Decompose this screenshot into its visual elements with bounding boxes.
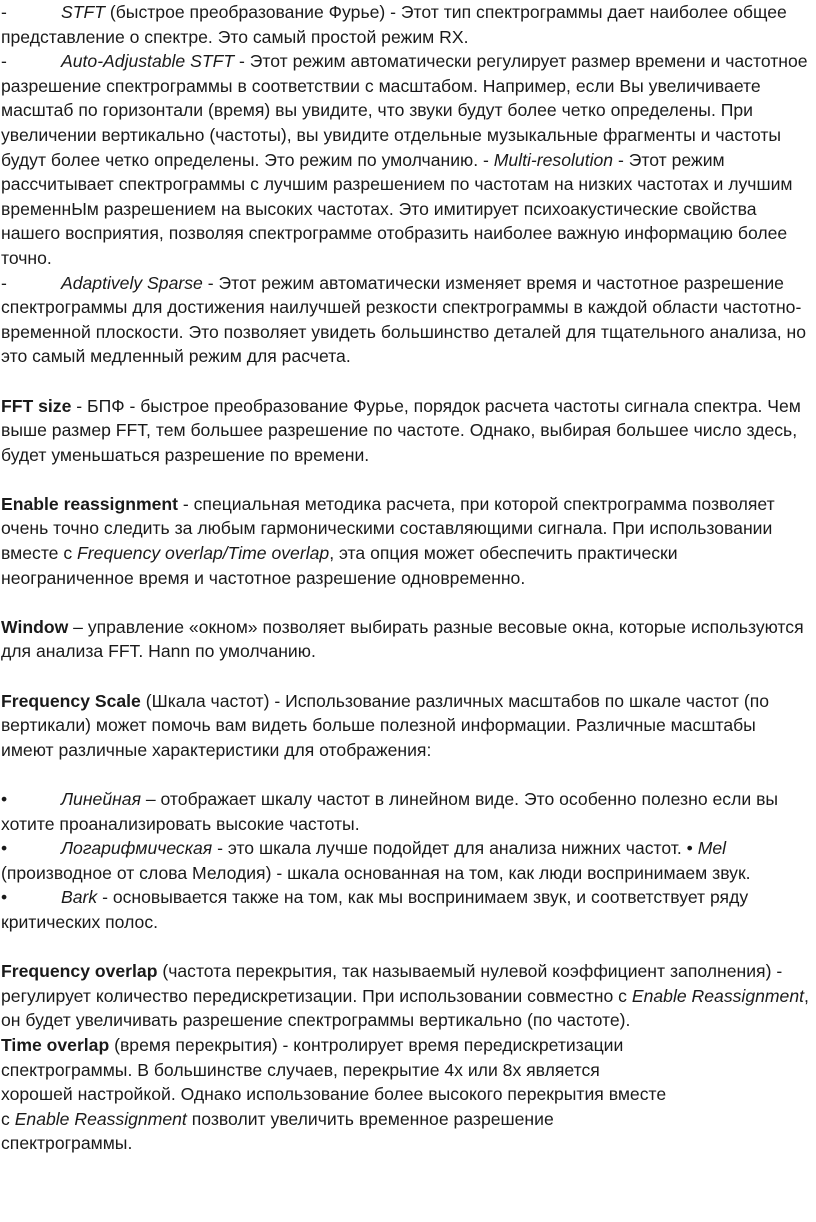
mode-name: STFT	[61, 2, 105, 22]
scale-name: Bark	[61, 887, 98, 908]
term-text: – управление «окном» позволяет выбирать разные весовые окна, которые используются для анализа FFT. Hann по умолчанию.	[1, 616, 804, 662]
term-text: позволит увеличить временное разрешение	[186, 1108, 554, 1129]
bullet-marker: •	[1, 789, 8, 809]
term-italic: Frequency overlap/Time overlap	[77, 543, 330, 564]
window-paragraph	[1, 615, 813, 664]
mode-auto	[1, 49, 813, 270]
mode-sparse	[1, 271, 813, 369]
scale-linear	[1, 787, 813, 836]
scale-name: Линейная	[61, 789, 141, 809]
term-heading: Frequency Scale	[1, 690, 141, 711]
term-text: (Шкала частот) - Использование различных масштабов по шкале частот (по вертикали) может помочь вам видеть больше полезной информации. Различные масштабы имеют различные характеристики для отображения:	[1, 690, 770, 760]
term-text: (время перекрытия) - контролирует время передискретизации	[109, 1034, 624, 1055]
scale-bark	[1, 885, 813, 934]
term-italic: Enable Reassignment	[631, 985, 805, 1006]
frequency-scale-paragraph	[1, 689, 813, 763]
mode-name: Auto-Adjustable STFT	[61, 51, 235, 72]
mode-text: - Этот режим рассчитывает спектрограммы с лучшим разрешением по частотам на низких частотах и лучшим временнЫм разрешением на высоких частотах. Это имитирует психоакустические свойства нашего восприятия, позволяя спектрограмме отобразить наиболее важную информацию более точно.	[1, 149, 793, 268]
term-heading: Window	[1, 616, 69, 637]
mode-stft	[1, 0, 813, 49]
frequency-overlap-paragraph	[1, 959, 813, 1033]
dash-marker: -	[1, 51, 7, 72]
dash-marker: -	[1, 272, 7, 293]
mode-name: Adaptively Sparse	[61, 272, 203, 293]
mode-text: (быстрое преобразование Фурье) - Этот тип спектрограммы дает наиболее общее представление о спектре. Это самый простой режим RX.	[1, 2, 787, 47]
mode-name: Multi-resolution	[493, 149, 614, 170]
mode-text: - Этот режим автоматически регулирует размер времени и частотное разрешение спектрограммы в соответствии с масштабом. Например, если Вы увеличиваете масштаб по горизонтали (время) вы увидите, что звуки будут более четко определены. При увеличении вертикально (частоты), вы увидите отдельные музыкальные фрагменты и частоты будут более четко определены. Это режим по умолчанию. -	[1, 51, 808, 170]
bullet-marker: •	[1, 887, 8, 908]
scale-log-mel	[1, 836, 813, 885]
term-text: , он будет увеличивать разрешение спектрограммы вертикально (по частоте).	[1, 985, 809, 1031]
scale-text: (производное от слова Мелодия) - шкала основанная на том, как люди воспринимаем звук.	[1, 862, 751, 883]
term-text: спектрограммы. В большинстве случаев, перекрытие 4х или 8х является	[1, 1059, 600, 1080]
fft-size-paragraph	[1, 394, 813, 468]
term-text: - БПФ - быстрое преобразование Фурье, порядок расчета частоты сигнала спектра. Чем выше размер FFT, тем большее разрешение по частоте. Однако, выбирая большее число здесь, будет уменьшаться разрешение по времени.	[1, 395, 801, 465]
scale-text: – отображает шкалу частот в линейном виде. Это особенно полезно если вы хотите проанализировать высокие частоты.	[1, 789, 779, 834]
time-overlap-paragraph	[1, 1033, 813, 1156]
term-italic: Enable Reassignment	[14, 1108, 187, 1129]
term-text: - специальная методика расчета, при которой спектрограмма позволяет очень точно следить за любым гармоническими составляющими сигнала. При использовании вместе с	[1, 493, 775, 564]
term-heading: FFT size	[1, 395, 72, 416]
term-text: , эта опция может обеспечить практически неограниченное время и частотное разрешение одновременно.	[1, 543, 678, 588]
term-text: с	[1, 1108, 15, 1129]
scale-name: Mel	[697, 838, 727, 859]
term-text: спектрограммы.	[1, 1133, 133, 1154]
term-heading: Time overlap	[1, 1034, 110, 1055]
scale-text: - это шкала лучше подойдет для анализа нижних частот. •	[212, 838, 698, 859]
reassignment-paragraph	[1, 492, 813, 590]
term-text: хорошей настройкой. Однако использование более высокого перекрытия вместе	[1, 1084, 667, 1105]
term-heading: Enable reassignment	[1, 493, 178, 514]
scale-text: - основывается также на том, как мы воспринимаем звук, и соответствует ряду критических полос.	[1, 887, 749, 932]
mode-text: - Этот режим автоматически изменяет время и частотное разрешение спектрограммы для достижения наилучшей резкости спектрограммы в каждой области частотно-временной плоскости. Это позволяет увидеть большинство деталей для тщательного анализа, но это самый медленный режим для расчета.	[1, 272, 807, 367]
scale-name: Логарифмическая	[61, 838, 213, 859]
term-heading: Frequency overlap	[1, 961, 158, 982]
term-text: (частота перекрытия, так называемый нулевой коэффициент заполнения) - регулирует количество передискретизации. При использовании совместно с	[1, 961, 783, 1006]
bullet-marker: •	[1, 838, 8, 859]
dash-marker: -	[1, 2, 7, 22]
